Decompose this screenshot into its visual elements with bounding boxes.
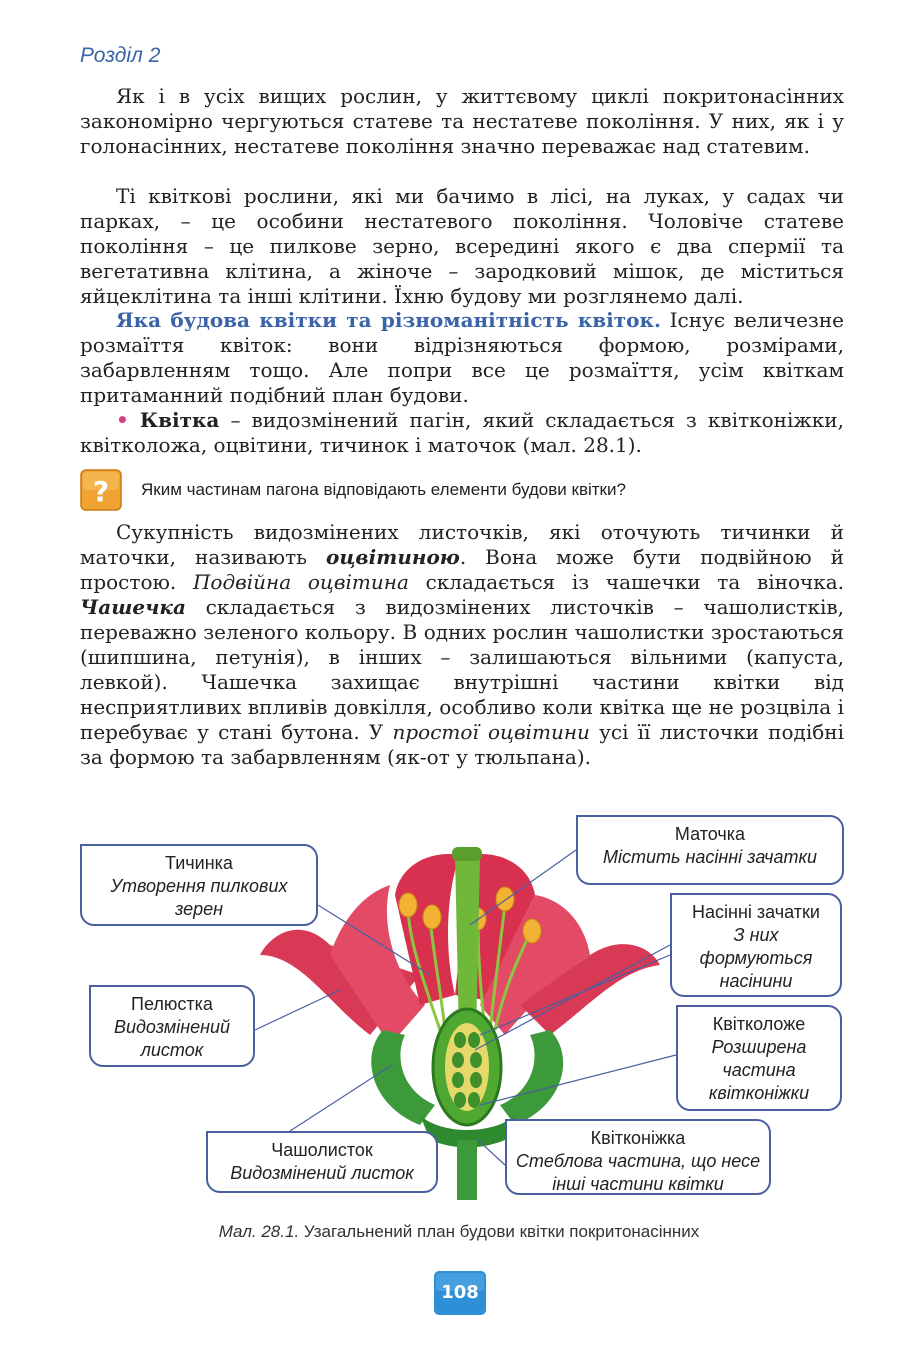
pistil-stigma	[452, 847, 482, 861]
paragraph-3: Яка будова квітки та різноманітність квіток. Існує величезне розмаїття квіток: вони відрізняються формою, розмірами, забарвленням тощо. Але попри все це розмаїття, усім квіткам притаманний подібний план будови.	[80, 308, 844, 407]
question-icon	[80, 469, 122, 511]
sepal-left	[371, 1030, 435, 1125]
callout-ovules: Насінні зачатки З них формуються насінини	[670, 893, 842, 997]
callout-stamen: Тичинка Утворення пилкових зерен	[80, 844, 318, 926]
term-podviyna: Подвійна оцвітина	[192, 570, 409, 594]
term-prosta: простої оцвітини	[392, 720, 590, 744]
section-label: Розділ 2	[80, 44, 161, 67]
callout-receptacle: Квітколоже Розширена частина квітконіжки	[676, 1005, 842, 1111]
svg-text:?: ?	[92, 475, 110, 508]
question-text: Яким частинам пагона відповідають елементи будови квітки?	[141, 480, 626, 499]
callout-pedicel: Квітконіжка Стеблова частина, що несе інші частини квітки	[505, 1119, 771, 1195]
pedicel	[457, 1140, 477, 1200]
paragraph-1: Як і в усіх вищих рослин, у життєвому циклі покритонасінних закономірно чергуються статеве та нестатеве покоління. У них, як і у голонасінних, нестатеве покоління значно переважає над статевим.	[80, 84, 844, 158]
ovary-inner	[445, 1023, 489, 1111]
callout-petal: Пелюстка Видозмінений листок	[89, 985, 255, 1067]
bullet-icon: •	[116, 408, 129, 432]
figure-caption: Мал. 28.1. Узагальнений план будови квітки покритонасінних	[218, 1222, 700, 1241]
inline-heading: Яка будова квітки та різноманітність квіток.	[116, 308, 661, 332]
callout-sepal: Чашолисток Видозмінений листок	[206, 1131, 438, 1193]
sepal-right	[500, 1030, 563, 1125]
paragraph-4: • Квітка – видозмінений пагін, який складається з квітконіжки, квітколожа, оцвітини, тичинок і маточок (мал. 28.1).	[80, 408, 844, 457]
term-chashechka: Чашечка	[80, 595, 186, 619]
flower-diagram	[0, 805, 918, 1215]
term-kvitka: Квітка	[139, 408, 220, 432]
page-number: 108	[441, 1282, 479, 1303]
paragraph-2: Ті квіткові рослини, які ми бачимо в лісі, на луках, у садах чи парках, – це особини нестатевого покоління. Чоловіче статеве покоління – це пилкове зерно, всередині якого є два спермії та вегетативна клітина, а жіноче – зародковий мішок, де міститься яйцеклітина та інші клітини. Їхню будову ми розглянемо далі.	[80, 184, 844, 308]
term-otsvitina: оцвітиною	[326, 545, 460, 569]
paragraph-5: Сукупність видозмінених листочків, які оточують тичинки й маточки, називають оцвітиною. Вона може бути подвійною й простою. Подвійна оцвітина складається із чашечки та віночка. Чашечка складається з видозмінених листочків – чашолистків, переважно зеленого кольору. В одних рослин чашолистки зростаються (шипшина, петунія), в інших – залишаються вільними (капуста, левкой). Чашечка захищає внутрішні частини квітки від несприятливих впливів довкілля, особливо коли квітка ще не розцвіла і перебуває у стані бутона. У простої оцвітини усі її листочки подібні за формою та забарвленням (як-от у тюльпана).	[80, 520, 845, 769]
callout-pistil: Маточка Містить насінні зачатки	[576, 815, 844, 885]
